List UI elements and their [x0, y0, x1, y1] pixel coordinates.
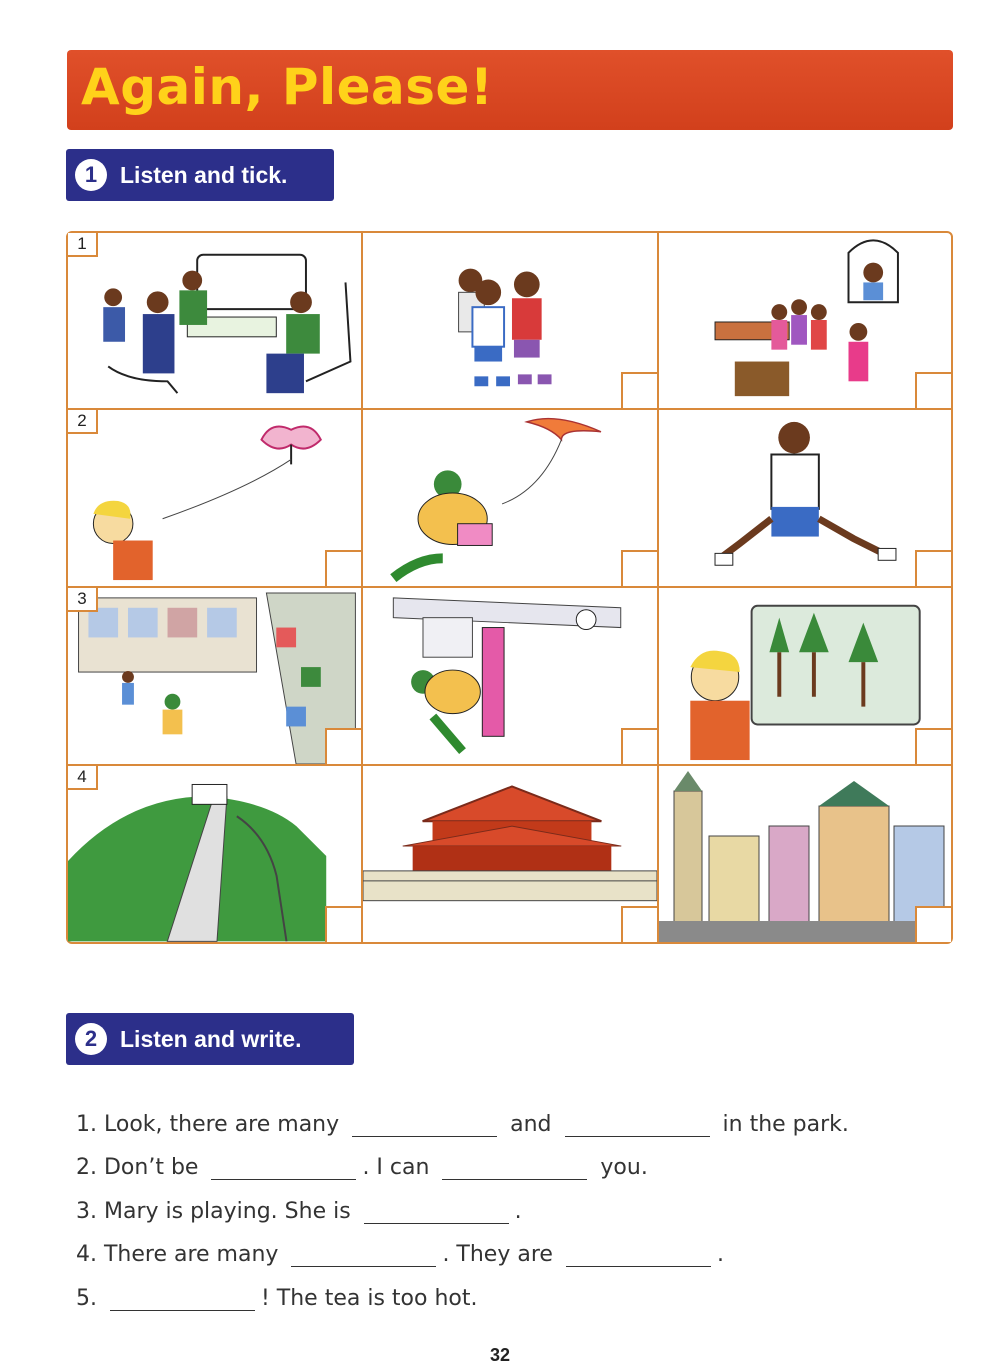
sentence-text: 1. Look, there are many — [76, 1111, 347, 1137]
row-number: 3 — [68, 588, 98, 612]
sentence-4 — [76, 1224, 956, 1268]
sentence-text: 2. Don’t be — [76, 1155, 206, 1180]
sentence-3 — [76, 1180, 956, 1224]
answer-blank[interactable] — [565, 1114, 710, 1137]
row-number: 2 — [68, 410, 98, 434]
tick-box[interactable] — [621, 906, 657, 942]
picture-3-1 — [68, 588, 363, 766]
busy-street-illustration — [68, 588, 361, 764]
turtle-flying-bird-kite-illustration — [363, 410, 657, 586]
sentence-text: . — [716, 1242, 724, 1267]
sentence-text: in the park. — [715, 1111, 849, 1137]
answer-blank[interactable] — [352, 1114, 497, 1137]
girl-flying-butterfly-kite-illustration — [68, 410, 361, 586]
sentence-text: ! The tea is too hot. — [260, 1285, 478, 1311]
section-1-header — [66, 149, 334, 201]
picture-1-1 — [68, 233, 363, 410]
palace-illustration — [363, 766, 657, 942]
sentence-text: and — [503, 1111, 559, 1137]
answer-blank[interactable] — [364, 1201, 509, 1224]
page-number: 32 — [489, 1345, 511, 1365]
picture-3-3 — [659, 588, 951, 766]
tick-box[interactable] — [325, 550, 361, 586]
section-1-instruction: Listen and tick. — [120, 161, 288, 188]
tick-box[interactable] — [325, 728, 361, 764]
city-buildings-illustration — [659, 766, 951, 942]
sentence-text: . I can — [362, 1155, 437, 1180]
picture-2-3 — [659, 410, 951, 588]
answer-blank[interactable] — [442, 1157, 587, 1180]
picture-4-2 — [363, 766, 659, 942]
picture-1-2 — [363, 233, 659, 410]
tick-box[interactable] — [621, 372, 657, 408]
sentence-5 — [76, 1267, 956, 1311]
sentence-text: 5. — [76, 1285, 104, 1311]
section-2-number: 2 — [75, 1023, 107, 1055]
picture-3-2 — [363, 588, 659, 766]
section-1-number: 1 — [75, 159, 107, 191]
boy-jumping-illustration — [659, 410, 951, 586]
answer-blank[interactable] — [110, 1288, 255, 1311]
row-number: 4 — [68, 766, 98, 790]
picture-2-1 — [68, 410, 363, 588]
family-at-table-illustration — [68, 233, 361, 408]
answer-blank[interactable] — [211, 1157, 356, 1180]
picture-4-1 — [68, 766, 363, 942]
sentence-1 — [76, 1093, 956, 1137]
answer-blank[interactable] — [566, 1244, 711, 1267]
great-wall-illustration — [68, 766, 361, 942]
sentence-text: 3. Mary is playing. She is — [76, 1198, 358, 1224]
answer-blank[interactable] — [291, 1244, 436, 1267]
turtle-climbing-pillar-illustration — [363, 588, 657, 764]
tick-box[interactable] — [621, 550, 657, 586]
section-2-header — [66, 1013, 354, 1065]
picture-2-2 — [363, 410, 659, 588]
picture-1-3 — [659, 233, 951, 410]
tick-box[interactable] — [915, 372, 951, 408]
fill-in-sentences — [76, 1093, 956, 1311]
sentence-text: . They are — [442, 1242, 560, 1267]
ticket-window-illustration — [659, 233, 951, 408]
sentence-2 — [76, 1137, 956, 1181]
tick-box[interactable] — [621, 728, 657, 764]
tick-box[interactable] — [915, 550, 951, 586]
crying-children-illustration — [363, 233, 657, 408]
picture-4-3 — [659, 766, 951, 942]
girl-pointing-trees-picture-illustration — [659, 588, 951, 764]
title-banner — [67, 50, 953, 130]
page-title: Again, Please! — [81, 58, 494, 116]
picture-grid — [66, 231, 953, 944]
sentence-text: you. — [593, 1155, 648, 1180]
tick-box[interactable] — [915, 906, 951, 942]
tick-box[interactable] — [325, 906, 361, 942]
section-2-instruction: Listen and write. — [120, 1025, 302, 1052]
row-number: 1 — [68, 233, 98, 257]
sentence-text: 4. There are many — [76, 1242, 286, 1267]
sentence-text: . — [514, 1198, 522, 1224]
tick-box[interactable] — [915, 728, 951, 764]
